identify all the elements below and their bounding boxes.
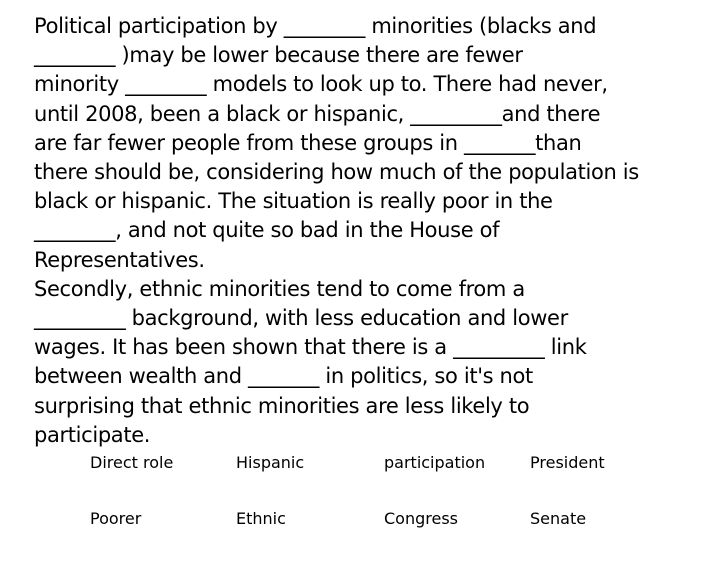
word-bank-item: President bbox=[530, 453, 605, 472]
passage-line: Political participation by ________ minorities (blacks and bbox=[34, 14, 597, 38]
word-bank-item: participation bbox=[384, 453, 486, 472]
word-bank bbox=[90, 450, 690, 562]
passage-line: until 2008, been a black or hispanic, _________and there bbox=[34, 101, 601, 126]
passage-line: _________ background, with less education and lower bbox=[34, 306, 568, 331]
word-bank-row bbox=[90, 450, 690, 506]
passage-line: surprising that ethnic minorities are less likely to bbox=[34, 393, 530, 418]
passage-line: ________ )may be lower because there are fewer bbox=[34, 43, 523, 68]
cloze-passage bbox=[34, 12, 694, 450]
word-bank-item: Senate bbox=[530, 509, 587, 528]
passage-line: between wealth and _______ in politics, so it's not bbox=[34, 364, 533, 389]
passage-line: Secondly, ethnic minorities tend to come from a bbox=[34, 276, 525, 301]
passage-line: there should be, considering how much of the population is bbox=[34, 160, 639, 185]
passage-line: wages. It has been shown that there is a _________ link bbox=[34, 335, 587, 360]
passage-line: participate. bbox=[34, 422, 151, 447]
word-bank-item: Direct role bbox=[90, 453, 174, 472]
word-bank-item: Ethnic bbox=[236, 509, 286, 528]
passage-line: are far fewer people from these groups in _______than bbox=[34, 130, 582, 155]
word-bank-item: Poorer bbox=[90, 509, 142, 528]
passage-line: black or hispanic. The situation is really poor in the bbox=[34, 189, 553, 214]
passage-line: ________, and not quite so bad in the House of bbox=[34, 218, 500, 243]
passage-line: Representatives. bbox=[34, 247, 205, 272]
word-bank-item: Congress bbox=[384, 509, 458, 528]
passage-line: minority ________ models to look up to. There had never, bbox=[34, 72, 608, 97]
word-bank-row bbox=[90, 506, 690, 562]
word-bank-item: Hispanic bbox=[236, 453, 305, 472]
